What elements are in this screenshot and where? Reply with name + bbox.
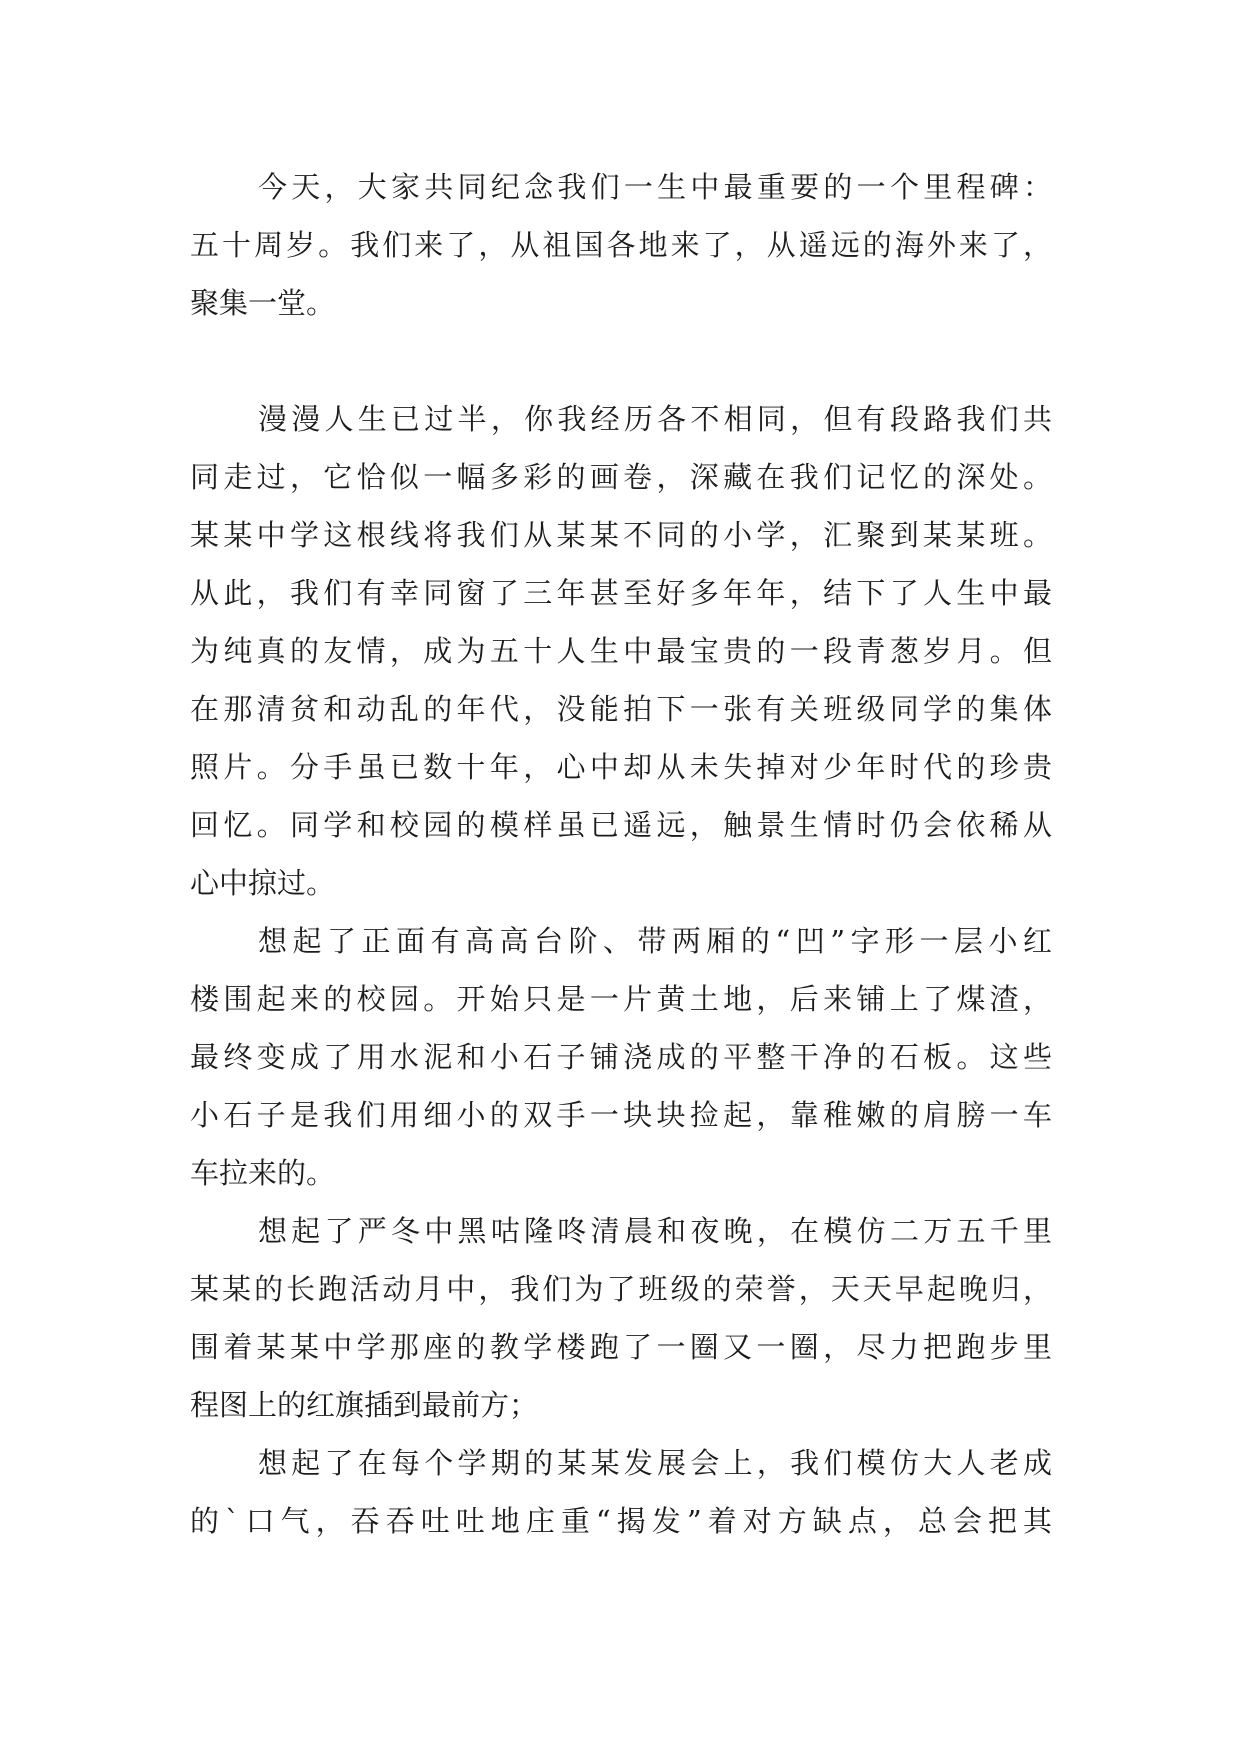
paragraph — [190, 912, 1052, 1202]
text-line: 的`口气，吞吞吐吐地庄重“揭发”着对方缺点，总会把其 — [190, 1504, 1052, 1538]
text-line: 为纯真的友情，成为五十人生中最宝贵的一段青葱岁月。但 — [190, 634, 1052, 668]
text-line: 楼围起来的校园。开始只是一片黄土地，后来铺上了煤渣， — [190, 982, 1052, 1016]
text-line: 五十周岁。我们来了，从祖国各地来了，从遥远的海外来了， — [190, 228, 1052, 262]
text-line: 心中掠过。 — [190, 866, 336, 900]
text-line: 漫漫人生已过半，你我经历各不相同，但有段路我们共 — [258, 402, 1052, 436]
text-line: 照片。分手虽已数十年，心中却从未失掉对少年时代的珍贵 — [190, 750, 1052, 784]
text-line: 在那清贫和动乱的年代，没能拍下一张有关班级同学的集体 — [190, 692, 1052, 726]
paragraph — [190, 1434, 1052, 1550]
paragraph — [190, 158, 1052, 332]
paragraph — [190, 390, 1052, 912]
text-line: 今天，大家共同纪念我们一生中最重要的一个里程碑： — [258, 170, 1052, 204]
text-line: 某某的长跑活动月中，我们为了班级的荣誉，天天早起晚归， — [190, 1272, 1052, 1306]
text-line: 围着某某中学那座的教学楼跑了一圈又一圈，尽力把跑步里 — [190, 1330, 1052, 1364]
text-line: 想起了严冬中黑咕隆咚清晨和夜晚，在模仿二万五千里 — [258, 1214, 1052, 1248]
text-line: 从此，我们有幸同窗了三年甚至好多年年，结下了人生中最 — [190, 576, 1052, 610]
text-line: 车拉来的。 — [190, 1156, 336, 1190]
text-line: 聚集一堂。 — [190, 286, 336, 320]
paragraph — [190, 1202, 1052, 1434]
body-text — [190, 158, 1052, 1550]
text-line: 最终变成了用水泥和小石子铺浇成的平整干净的石板。这些 — [190, 1040, 1052, 1074]
text-line: 程图上的红旗插到最前方； — [190, 1388, 539, 1422]
text-line: 小石子是我们用细小的双手一块块捡起，靠稚嫩的肩膀一车 — [190, 1098, 1052, 1132]
text-line: 某某中学这根线将我们从某某不同的小学，汇聚到某某班。 — [190, 518, 1052, 552]
text-line: 同走过，它恰似一幅多彩的画卷，深藏在我们记忆的深处。 — [190, 460, 1052, 494]
text-line: 回忆。同学和校园的模样虽已遥远，触景生情时仍会依稀从 — [190, 808, 1052, 842]
text-line: 想起了正面有高高台阶、带两厢的“凹”字形一层小红 — [258, 924, 1052, 958]
text-line: 想起了在每个学期的某某发展会上，我们模仿大人老成 — [258, 1446, 1052, 1480]
